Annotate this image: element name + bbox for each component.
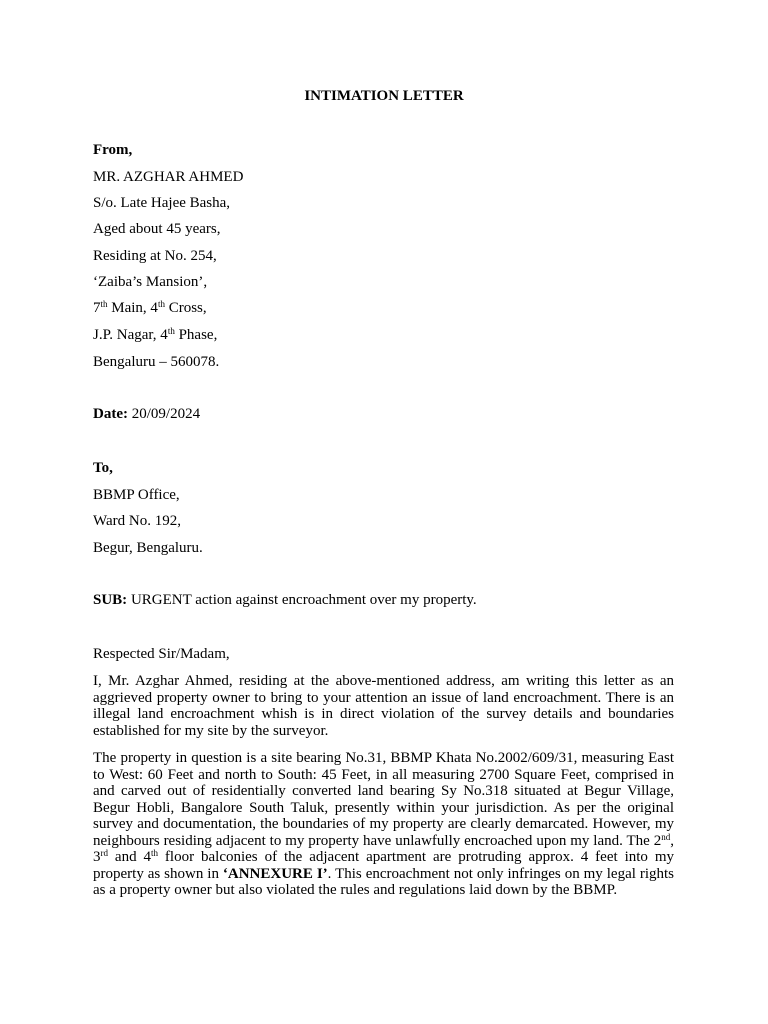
sender-residence: Residing at No. 254, bbox=[93, 248, 217, 264]
sender-name: MR. AZGHAR AHMED bbox=[93, 169, 244, 185]
para2-text: and 4 bbox=[108, 849, 151, 865]
area-text: J.P. Nagar, 4 bbox=[93, 327, 168, 343]
recipient-place: Begur, Bengaluru. bbox=[93, 540, 203, 556]
date-value: 20/09/2024 bbox=[127, 406, 201, 422]
ordinal-suffix: th bbox=[157, 299, 165, 309]
ordinal-suffix: nd bbox=[661, 831, 671, 842]
sender-relation: S/o. Late Hajee Basha, bbox=[93, 195, 231, 211]
date-label: Date: bbox=[93, 406, 128, 422]
para2-text: . This encroachment not only infringes on my legal rights as a property owner but also violated the rules and regulations laid down by the BBMP. bbox=[93, 865, 674, 898]
to-heading: To, bbox=[93, 460, 113, 476]
annexure-reference: ‘ANNEXURE I’ bbox=[222, 865, 328, 882]
subject-text: URGENT action against encroachment over my property. bbox=[127, 592, 477, 608]
para2-text: floor balconies of the adjacent apartment are protruding approx. 4 feet into my property as shown in bbox=[93, 849, 674, 882]
sender-area bbox=[93, 327, 217, 344]
from-heading: From, bbox=[93, 142, 133, 158]
ordinal-suffix: rd bbox=[100, 848, 108, 858]
sender-street bbox=[93, 300, 207, 317]
street-main-number: 7 bbox=[93, 300, 101, 316]
letter-date bbox=[93, 406, 200, 423]
body-paragraph-2 bbox=[93, 750, 674, 899]
street-text: Main, 4 bbox=[107, 300, 158, 316]
ordinal-suffix: th bbox=[167, 326, 175, 336]
para2-text: , 3 bbox=[93, 832, 674, 865]
street-text: Cross, bbox=[164, 300, 207, 316]
letter-title: INTIMATION LETTER bbox=[304, 88, 464, 104]
sender-age: Aged about 45 years, bbox=[93, 221, 221, 237]
para2-text: The property in question is a site bearing No.31, BBMP Khata No.2002/609/31, measuring East to West: 60 Feet and north to South: 45 Feet, in all measuring 2700 Square Feet, comprised in and carved out of residentially converted land bearing Sy No.318 situated at Begur Village, Begur Hobli, Bangalore South Taluk, presently within your jurisdiction. As per the original survey and documentation, the boundaries of my property are clearly demarcated. However, my neighbours residing adjacent to my property have unlawfully encroached upon my land. The 2 bbox=[93, 750, 674, 849]
body-paragraph-1: I, Mr. Azghar Ahmed, residing at the above-mentioned address, am writing this letter as an aggrieved property owner to bring to your attention an issue of land encroachment. There is an illegal land encroachment whish is in direct violation of the survey details and boundaries established for my site by the surveyor. bbox=[93, 673, 674, 739]
ordinal-suffix: th bbox=[151, 848, 159, 858]
sender-city: Bengaluru – 560078. bbox=[93, 354, 220, 370]
area-text: Phase, bbox=[174, 327, 218, 343]
subject-line bbox=[93, 592, 477, 609]
salutation: Respected Sir/Madam, bbox=[93, 646, 230, 662]
ordinal-suffix: th bbox=[100, 299, 108, 309]
recipient-ward: Ward No. 192, bbox=[93, 513, 181, 529]
sender-building: ‘Zaiba’s Mansion’, bbox=[93, 274, 208, 290]
subject-label: SUB: bbox=[93, 592, 128, 608]
recipient-office: BBMP Office, bbox=[93, 487, 180, 503]
